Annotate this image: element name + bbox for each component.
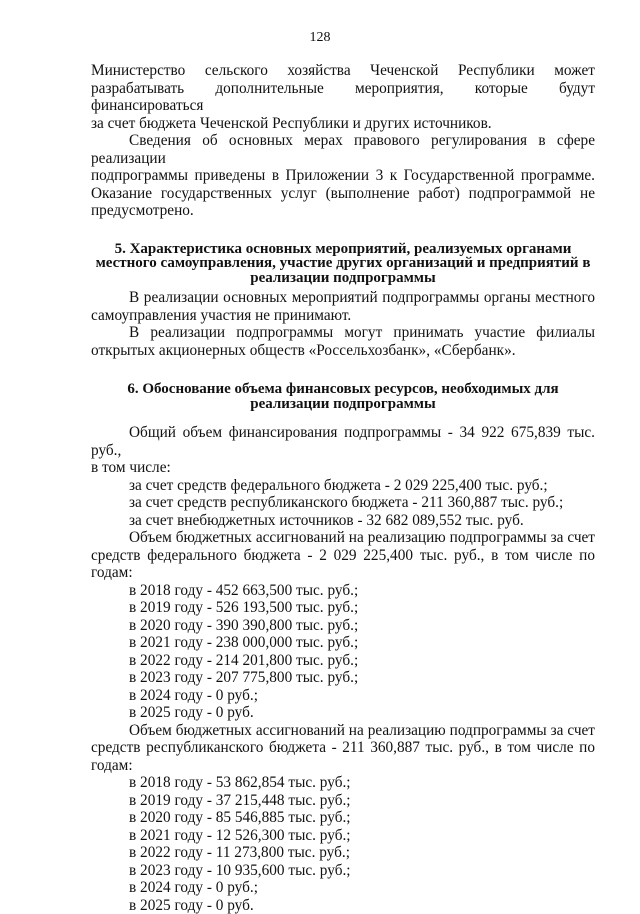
federal-year-2022: в 2022 году - 214 201,800 тыс. руб.;: [129, 652, 595, 670]
federal-year-2018: в 2018 году - 452 663,500 тыс. руб.;: [129, 582, 595, 600]
p7-line-3: годам:: [91, 757, 595, 775]
p7-line-1: Объем бюджетных ассигнований на реализацию подпрограммы за счет: [91, 722, 595, 740]
section-5-heading-line-3: реализации подпрограммы: [91, 271, 595, 286]
republic-year-2020: в 2020 году - 85 546,885 тыс. руб.;: [129, 809, 595, 827]
p2-line-4: предусмотрено.: [91, 202, 595, 220]
republic-year-2025: в 2025 году - 0 руб.: [129, 897, 595, 914]
p4-line-2: открытых акционерных обществ «Россельхозбанк», «Сбербанк».: [91, 342, 595, 360]
section-6-heading: [91, 382, 595, 411]
p2-line-2: подпрограммы приведены в Приложении 3 к Государственной программе.: [91, 167, 595, 185]
republic-year-2021: в 2021 году - 12 526,300 тыс. руб.;: [129, 827, 595, 845]
republic-year-2024: в 2024 году - 0 руб.;: [129, 879, 595, 897]
republic-year-2023: в 2023 году - 10 935,600 тыс. руб.;: [129, 862, 595, 880]
federal-year-2021: в 2021 году - 238 000,000 тыс. руб.;: [129, 634, 595, 652]
p3-line-2: самоуправления участия не принимают.: [91, 307, 595, 325]
p1-line-3: за счет бюджета Чеченской Республики и других источников.: [91, 115, 595, 133]
p7-line-2: средств республиканского бюджета - 211 360,887 тыс. руб., в том числе по: [91, 739, 595, 757]
federal-year-2023: в 2023 году - 207 775,800 тыс. руб.;: [129, 669, 595, 687]
republic-year-2019: в 2019 году - 37 215,448 тыс. руб.;: [129, 792, 595, 810]
p2-line-1: Сведения об основных мерах правового регулирования в сфере реализации: [91, 132, 595, 167]
source-republic: за счет средств республиканского бюджета - 211 360,887 тыс. руб.;: [129, 494, 595, 512]
section-5-heading-line-2: местного самоуправления, участие других организаций и предприятий в: [91, 256, 595, 271]
page-number: 128: [0, 30, 640, 46]
section-6-heading-line-2: реализации подпрограммы: [91, 397, 595, 412]
p5-line-1: Общий объем финансирования подпрограммы - 34 922 675,839 тыс. руб.,: [91, 424, 595, 459]
section-5-heading-line-1: 5. Характеристика основных мероприятий, реализуемых органами: [91, 242, 595, 257]
p1-line-1: Министерство сельского хозяйства Чеченской Республики может: [91, 62, 595, 80]
republic-year-2018: в 2018 году - 53 862,854 тыс. руб.;: [129, 774, 595, 792]
p4-line-1: В реализации подпрограммы могут принимать участие филиалы: [91, 324, 595, 342]
federal-year-2025: в 2025 году - 0 руб.: [129, 704, 595, 722]
page-content: [91, 62, 595, 914]
section-6-heading-line-1: 6. Обоснование объема финансовых ресурсов, необходимых для: [91, 382, 595, 397]
republic-year-2022: в 2022 году - 11 273,800 тыс. руб.;: [129, 844, 595, 862]
federal-year-2024: в 2024 году - 0 руб.;: [129, 687, 595, 705]
source-extrabudget: за счет внебюджетных источников - 32 682 089,552 тыс. руб.: [129, 512, 595, 530]
p3-line-1: В реализации основных мероприятий подпрограммы органы местного: [91, 289, 595, 307]
federal-year-2019: в 2019 году - 526 193,500 тыс. руб.;: [129, 599, 595, 617]
p1-line-2: разрабатывать дополнительные мероприятия, которые будут финансироваться: [91, 80, 595, 115]
p2-line-3: Оказание государственных услуг (выполнение работ) подпрограммой не: [91, 185, 595, 203]
source-federal: за счет средств федерального бюджета - 2 029 225,400 тыс. руб.;: [129, 477, 595, 495]
p6-line-1: Объем бюджетных ассигнований на реализацию подпрограммы за счет: [91, 529, 595, 547]
federal-year-2020: в 2020 году - 390 390,800 тыс. руб.;: [129, 617, 595, 635]
p6-line-2: средств федерального бюджета - 2 029 225,400 тыс. руб., в том числе по годам:: [91, 547, 595, 582]
section-5-heading: [91, 242, 595, 286]
p5-line-2: в том числе:: [91, 459, 595, 477]
